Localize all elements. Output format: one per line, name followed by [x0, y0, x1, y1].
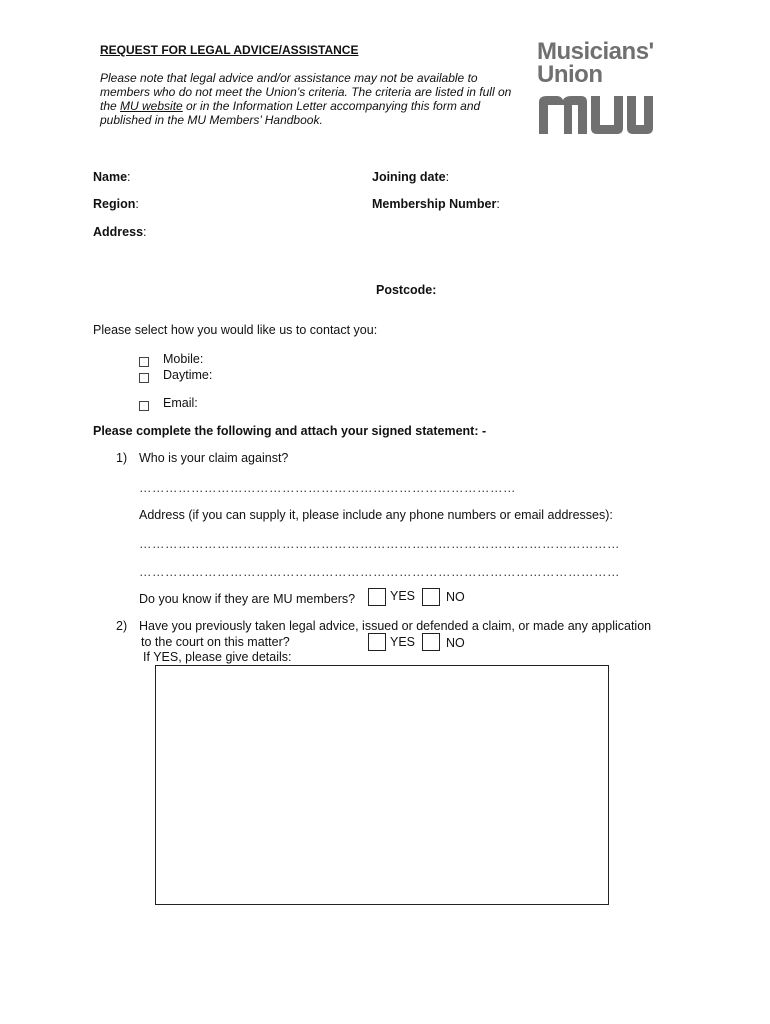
q2-no-checkbox[interactable]	[422, 633, 440, 651]
name-field[interactable]	[93, 170, 131, 184]
contact-option-daytime[interactable]	[139, 368, 213, 384]
q1-members-prompt: Do you know if they are MU members?	[139, 592, 356, 606]
name-label: Name	[93, 170, 128, 184]
form-title: REQUEST FOR LEGAL ADVICE/ASSISTANCE	[100, 43, 359, 57]
note-text-2: or in the Information Letter accompanying this form and published in the MU Members’ Handbook.	[100, 99, 481, 127]
colon: :	[127, 170, 131, 184]
contact-prompt: Please select how you would like us to contact you:	[93, 323, 378, 337]
note-text-1: Please note that legal advice and/or assistance may not be available to members who do not meet the Union’s criteria. The criteria are listed in full on the	[100, 71, 512, 113]
checkbox-icon[interactable]	[139, 373, 149, 383]
option-label: Daytime:	[163, 368, 213, 382]
logo-line-2: Union	[537, 61, 603, 88]
q2-details-prompt: If YES, please give details:	[143, 650, 292, 664]
q1-text: Who is your claim against?	[139, 451, 289, 465]
joining-date-field[interactable]	[372, 170, 449, 184]
logo-line-1: Musicians'	[537, 38, 654, 65]
q2-number: 2)	[116, 619, 128, 633]
contact-option-email[interactable]	[139, 396, 198, 412]
q2-text-line-1: Have you previously taken legal advice, issued or defended a claim, or made any application	[139, 619, 652, 633]
q1-address-line-2[interactable]: …………………………………………………………………………………………………	[139, 565, 620, 579]
checkbox-icon[interactable]	[139, 357, 149, 367]
q2-details-textarea[interactable]	[155, 665, 609, 905]
mu-logo-mark-icon	[537, 94, 667, 139]
option-label: Email:	[163, 396, 198, 410]
q1-number: 1)	[116, 451, 128, 465]
address-label: Address	[93, 225, 144, 239]
region-label: Region	[93, 197, 136, 211]
mu-website-link[interactable]: MU website	[120, 99, 183, 113]
q1-address-prompt: Address (if you can supply it, please include any phone numbers or email addresses):	[139, 508, 613, 522]
statement-heading: Please complete the following and attach your signed statement: -	[93, 424, 487, 438]
region-field[interactable]	[93, 197, 139, 211]
colon: :	[135, 197, 139, 211]
membership-number-field[interactable]	[372, 197, 500, 211]
option-label: Mobile:	[163, 352, 204, 366]
q2-yes-label: YES	[390, 635, 416, 649]
q2-no-label: NO	[446, 636, 465, 650]
q2-yes-checkbox[interactable]	[368, 633, 386, 651]
contact-option-mobile[interactable]	[139, 352, 204, 368]
colon: :	[496, 197, 500, 211]
address-field[interactable]	[93, 225, 147, 239]
colon: :	[445, 170, 450, 184]
q1-address-line-1[interactable]: …………………………………………………………………………………………………	[139, 537, 620, 551]
joining-date-label: Joining date	[372, 170, 446, 184]
q1-answer-line[interactable]: ……………………………………………………………………………	[139, 481, 516, 495]
q1-no-label: NO	[446, 590, 465, 604]
checkbox-icon[interactable]	[139, 401, 149, 411]
eligibility-note	[100, 71, 520, 127]
postcode-label: Postcode:	[376, 283, 437, 297]
q1-no-checkbox[interactable]	[422, 588, 440, 606]
colon: :	[143, 225, 147, 239]
musicians-union-logo	[537, 40, 667, 139]
q1-yes-label: YES	[390, 589, 416, 603]
membership-number-label: Membership Number	[372, 197, 497, 211]
q1-yes-checkbox[interactable]	[368, 588, 386, 606]
q2-text-line-2: to the court on this matter?	[141, 635, 290, 649]
